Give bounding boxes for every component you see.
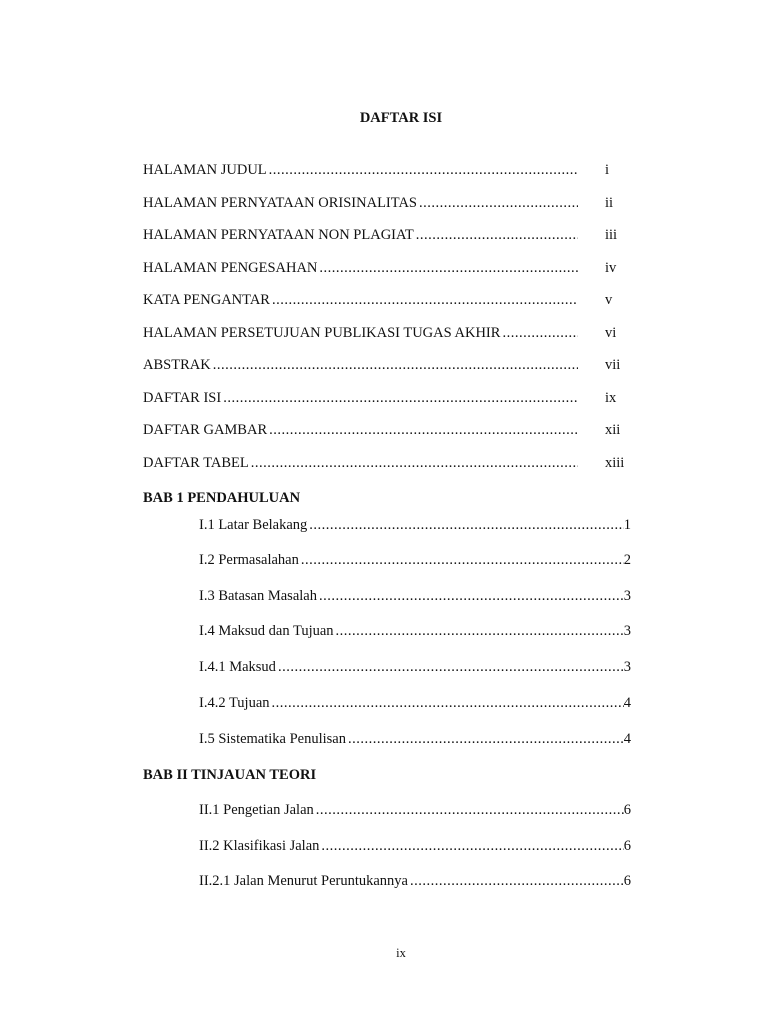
toc-section-label: I.3 Batasan Masalah <box>199 588 317 604</box>
toc-section-label: I.2 Permasalahan <box>199 552 299 568</box>
toc-section <box>199 801 631 819</box>
dot-leader <box>410 872 624 890</box>
toc-entry <box>143 356 580 374</box>
toc-entry-page: xiii <box>605 455 625 471</box>
toc-entry-page: vii <box>605 357 621 373</box>
toc-entry-page: iv <box>605 260 617 276</box>
toc-section-label: I.4.1 Maksud <box>199 659 276 675</box>
toc-section-page: 6 <box>623 802 631 818</box>
page-number: ix <box>396 946 406 960</box>
dot-leader <box>272 694 624 712</box>
toc-entry <box>143 259 580 277</box>
dot-leader <box>309 516 623 534</box>
toc-section-page: 4 <box>623 695 631 711</box>
toc-entry-page: ix <box>605 390 617 406</box>
chapter-heading: BAB 1 PENDAHULUAN <box>143 490 301 506</box>
toc-entry-page: vi <box>605 325 617 341</box>
dot-leader <box>223 389 578 407</box>
toc-section <box>199 622 631 640</box>
toc-section-page: 3 <box>623 623 631 639</box>
toc-section <box>199 694 631 712</box>
toc-section-page: 3 <box>623 588 631 604</box>
toc-section <box>199 587 631 605</box>
toc-section-page: 6 <box>623 838 631 854</box>
toc-entry <box>143 324 580 342</box>
dot-leader <box>348 730 624 748</box>
toc-entry-label: DAFTAR ISI <box>143 390 222 406</box>
toc-section-label: II.1 Pengetian Jalan <box>199 802 314 818</box>
toc-entry-label: ABSTRAK <box>143 357 211 373</box>
toc-entry-page: xii <box>605 422 621 438</box>
dot-leader <box>502 324 578 342</box>
toc-section-page: 3 <box>623 659 631 675</box>
toc-section-page: 4 <box>623 731 631 747</box>
toc-entry-label: DAFTAR GAMBAR <box>143 422 268 438</box>
dot-leader <box>213 356 578 374</box>
dot-leader <box>319 587 624 605</box>
toc-section <box>199 837 631 855</box>
dot-leader <box>316 801 624 819</box>
toc-entry <box>143 161 580 179</box>
dot-leader <box>251 454 578 472</box>
toc-entry-label: DAFTAR TABEL <box>143 455 249 471</box>
chapter-heading: BAB II TINJAUAN TEORI <box>143 767 317 783</box>
page-title: DAFTAR ISI <box>359 110 443 126</box>
toc-section-page: 6 <box>623 873 631 889</box>
toc-section-page: 1 <box>623 517 631 533</box>
toc-section <box>199 516 631 534</box>
dot-leader <box>319 259 578 277</box>
toc-entry <box>143 226 580 244</box>
toc-section-label: I.4 Maksud dan Tujuan <box>199 623 334 639</box>
toc-section-label: I.1 Latar Belakang <box>199 517 308 533</box>
dot-leader <box>278 658 624 676</box>
dot-leader <box>321 837 623 855</box>
toc-entry-label: HALAMAN JUDUL <box>143 162 267 178</box>
toc-section-label: I.5 Sistematika Penulisan <box>199 731 346 747</box>
toc-entry-page: iii <box>605 227 618 243</box>
dot-leader <box>272 291 578 309</box>
toc-entry-label: HALAMAN PERNYATAAN ORISINALITAS <box>143 195 417 211</box>
toc-section <box>199 730 631 748</box>
toc-section <box>199 551 631 569</box>
toc-section-label: II.2.1 Jalan Menurut Peruntukannya <box>199 873 408 889</box>
toc-section-page: 2 <box>623 552 631 568</box>
toc-entry-label: HALAMAN PENGESAHAN <box>143 260 318 276</box>
toc-entry <box>143 454 580 472</box>
dot-leader <box>336 622 624 640</box>
dot-leader <box>416 226 578 244</box>
toc-section-label: II.2 Klasifikasi Jalan <box>199 838 320 854</box>
dot-leader <box>269 161 578 179</box>
toc-entry <box>143 291 580 309</box>
toc-section <box>199 872 631 890</box>
toc-entry-label: KATA PENGANTAR <box>143 292 270 308</box>
toc-section <box>199 658 631 676</box>
toc-entry-page: ii <box>605 195 614 211</box>
dot-leader <box>419 194 578 212</box>
toc-entry <box>143 421 580 439</box>
toc-entry-page: v <box>605 292 613 308</box>
toc-entry <box>143 389 580 407</box>
dot-leader <box>301 551 624 569</box>
toc-section-label: I.4.2 Tujuan <box>199 695 270 711</box>
dot-leader <box>269 421 578 439</box>
toc-entry-label: HALAMAN PERSETUJUAN PUBLIKASI TUGAS AKHIR <box>143 325 501 341</box>
toc-entry <box>143 194 580 212</box>
toc-entry-label: HALAMAN PERNYATAAN NON PLAGIAT <box>143 227 414 243</box>
toc-entry-page: i <box>605 162 610 178</box>
